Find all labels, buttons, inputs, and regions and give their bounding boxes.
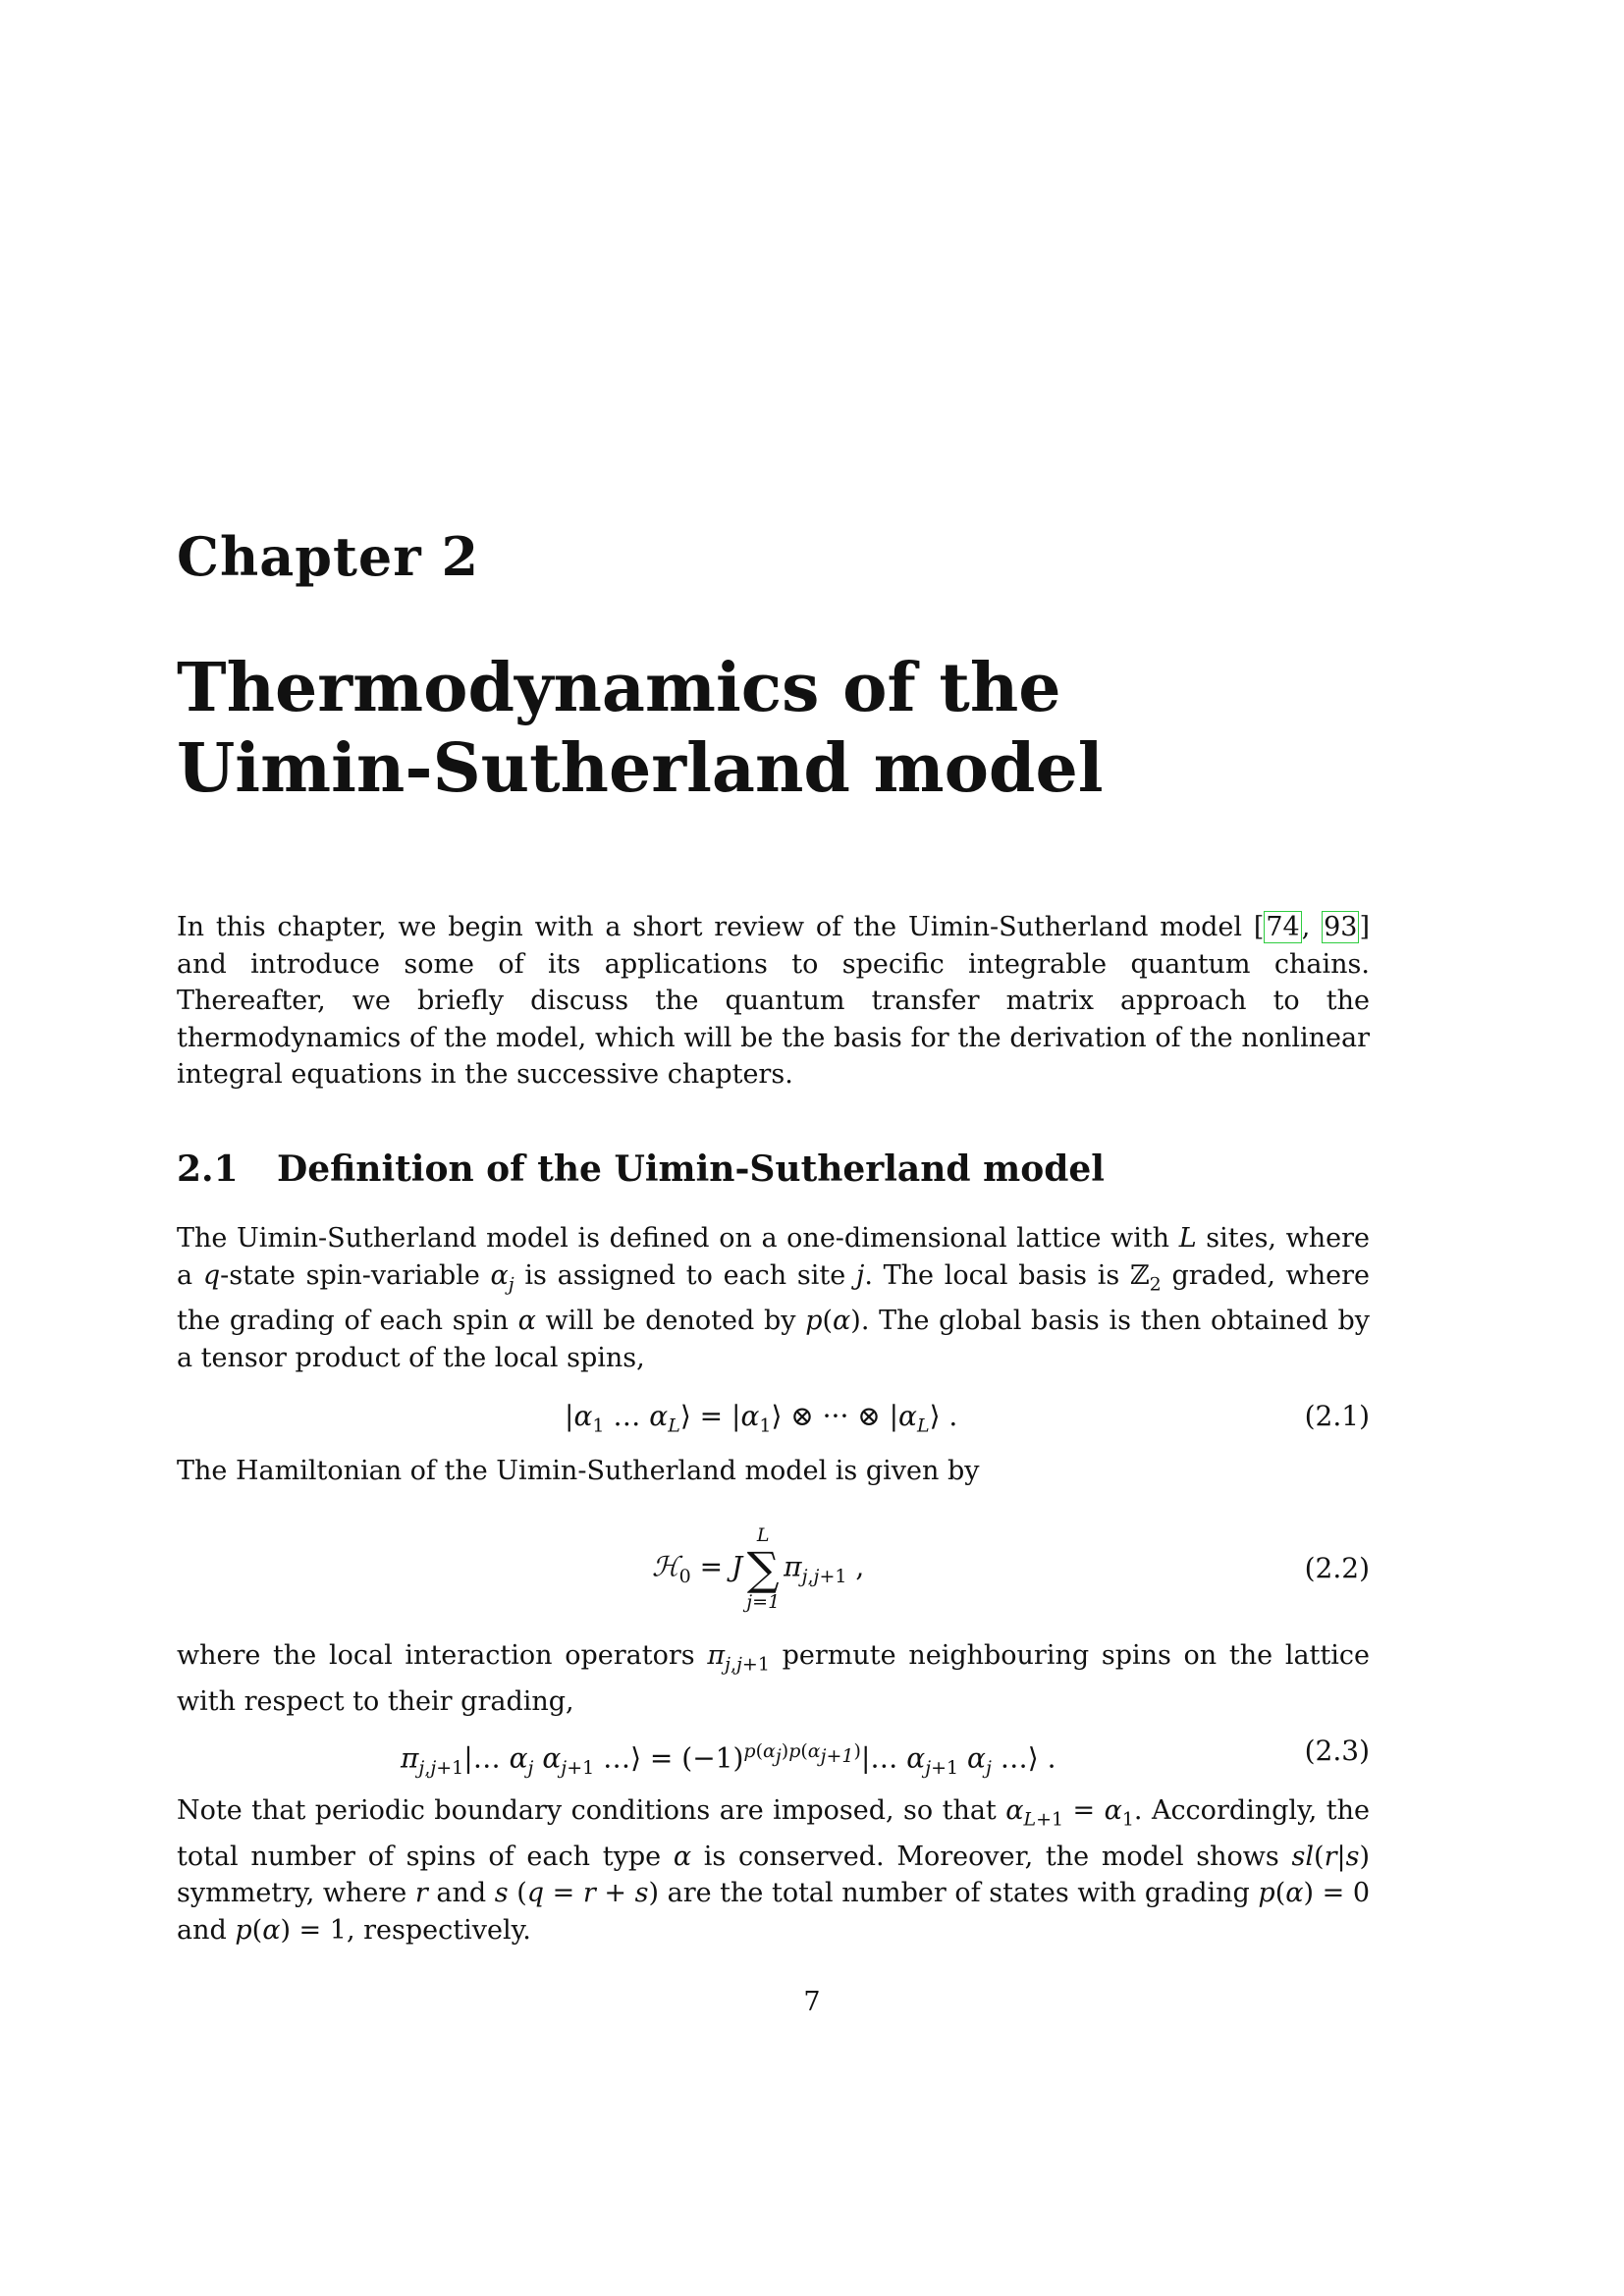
equation-2-2-body: ℋ$_0$ = J L ∑ j=1 $\pi_{j,j+1}$ ,: [652, 1524, 865, 1613]
intro-text-2: and introduce some of its applications to specific integrable quantum chains. Thereafter, we briefly discuss the quantum transfer matrix approach to the thermodynamics of the model, which will be the basis for the derivation of the nonlinear integral equations in the successive chapters.: [177, 948, 1370, 1090]
p4-text-f: and: [177, 1914, 236, 1946]
p1-text-e: . The local basis is: [864, 1259, 1130, 1291]
equation-number-2-1: (2.1): [1304, 1400, 1370, 1432]
equation-2-1-body: $|\alpha_1$ … $\alpha_L⟩$ = $|\alpha_1⟩$ ⊗ ··· ⊗ $|\alpha_L⟩$ .: [565, 1400, 958, 1437]
p1-text-h: . The global basis is then obtained by a tensor product of the local spins,: [177, 1306, 1370, 1373]
chapter-title-line-2: Uimin-Sutherland model: [177, 729, 1104, 808]
p4-text-g: , respectively.: [346, 1914, 531, 1946]
section-title: Definition of the Uimin-Sutherland model: [277, 1148, 1105, 1190]
equation-2-1: [177, 1398, 1370, 1437]
section-heading: [177, 1148, 1105, 1190]
p1-text-b: sites, where a: [177, 1223, 1371, 1291]
p4-math-s: s: [494, 1878, 509, 1909]
p4-text-b: . Accordingly, the total number of spins of each type: [177, 1795, 1370, 1872]
p3-text-a: where the local interaction operators: [177, 1640, 708, 1671]
section-number: 2.1: [177, 1148, 239, 1190]
citation-link-74[interactable]: 74: [1266, 912, 1300, 942]
p1-math-q: q: [202, 1259, 221, 1291]
p4-text-e: are the total number of states with grading: [659, 1878, 1259, 1909]
p1-text-g: will be denoted by: [535, 1306, 806, 1337]
equation-2-3-body: $\pi_{j,j+1}|\dots$ $\alpha_j$ $\alpha_{j+1}$ …⟩ = $(-1)^{p(\alpha_j)p(\alpha_{j+1})}|\dots$ $\alpha_{j+1}$ $\alpha_j$ …⟩ .: [401, 1740, 1056, 1779]
p1-math-L: L: [1178, 1223, 1197, 1254]
equation-2-3: [177, 1733, 1370, 1779]
p4-text-d: symmetry, where: [177, 1878, 415, 1909]
p1-math-j: j: [855, 1259, 865, 1291]
p1-text-d: is assigned to each site: [514, 1259, 856, 1291]
p1-math-Z-sub: 2: [1149, 1272, 1162, 1295]
chapter-title: [177, 648, 1453, 809]
summation-symbol: L ∑ j=1: [746, 1524, 781, 1613]
paragraph-definition: The Uimin-Sutherland model is defined on a one-dimensional lattice with L sites, where a q-state spin-variable $\alpha_j$ is assigned to each site j. The local basis is ℤ$_2$ graded, where the grading of each spin α will be denoted by p(α). The global basis is then obtained by a tensor product of the local spins,: [177, 1223, 1371, 1373]
citation-link-93[interactable]: 93: [1324, 912, 1358, 942]
chapter-title-line-1: Thermodynamics of the: [177, 649, 1061, 727]
equation-number-2-2: (2.2): [1304, 1552, 1370, 1584]
paragraph-boundary-conditions: Note that periodic boundary conditions are imposed, so that $\alpha_{L+1} = \alpha_1$. Accordingly, the total number of spins of each type α is conserved. Moreover, the model shows sl(r|s) symmetry, where r and s (q = r + s) are the total number of states with grading p(α) = 0 and p(α) = 1, respectively.: [177, 1795, 1370, 1946]
p4-text-a: Note that periodic boundary conditions are imposed, so that: [177, 1795, 1006, 1826]
page-number: 7: [803, 1987, 821, 2017]
intro-text-1: In this chapter, we begin with a short review of the Uimin-Sutherland model: [177, 912, 1254, 942]
p1-text-a: The Uimin-Sutherland model is defined on a one-dimensional lattice with: [177, 1223, 1179, 1254]
p4-text-and: and: [427, 1878, 495, 1909]
p1-text-f: graded, where the grading of each spin: [177, 1259, 1370, 1337]
equation-number-2-3: (2.3): [1304, 1735, 1370, 1767]
paragraph-hamiltonian-intro: The Hamiltonian of the Uimin-Sutherland model is given by: [177, 1456, 980, 1486]
p3-text-b: permute neighbouring spins on the lattice with respect to their grading,: [177, 1640, 1370, 1717]
p4-text-c: is conserved. Moreover, the model shows: [691, 1841, 1292, 1872]
p1-math-Z: ℤ: [1129, 1259, 1150, 1291]
chapter-label: Chapter 2: [177, 525, 480, 588]
paragraph-local-operators: where the local interaction operators $\pi_{j,j+1}$ permute neighbouring spins on the lattice with respect to their grading,: [177, 1640, 1370, 1717]
equation-2-2: [177, 1523, 1370, 1622]
p4-math-r: r: [414, 1878, 428, 1909]
p1-text-c: -state spin-variable: [220, 1259, 491, 1291]
intro-paragraph: In this chapter, we begin with a short review of the Uimin-Sutherland model [74, 93] and introduce some of its applications to specific integrable quantum chains. Thereafter, we briefly discuss the quantum transfer matrix approach to the thermodynamics of the model, which will be the basis for the derivation of the nonlinear integral equations in the successive chapters.: [177, 912, 1370, 1090]
